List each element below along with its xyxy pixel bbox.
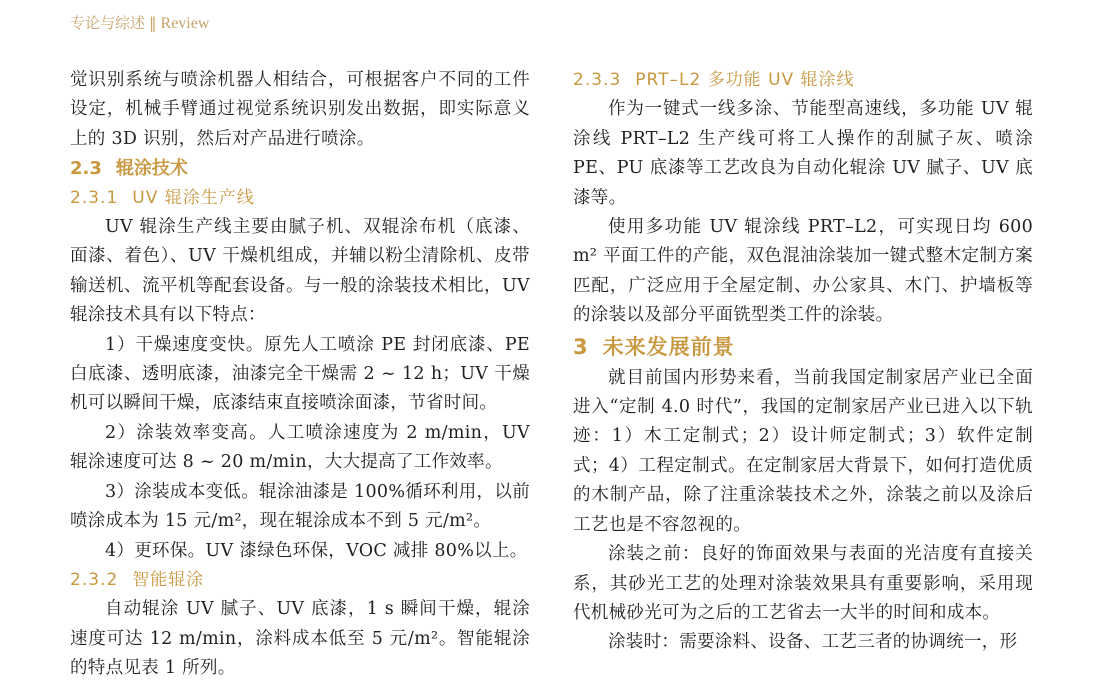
heading-title: 智能辊涂 bbox=[132, 569, 205, 590]
paragraph-item-2: 2）涂装效率变高。人工喷涂速度为 2 m/min，UV 辊涂速度可达 8 ~ 20 m/min，大大提高了工作效率。 bbox=[70, 422, 530, 473]
review-label: Review bbox=[160, 15, 210, 32]
left-column bbox=[70, 66, 530, 684]
paragraph-item-4: 4）更环保。UV 漆绿色环保，VOC 减排 80%以上。 bbox=[105, 540, 528, 561]
paragraph-during: 涂装时：需要涂料、设备、工艺三者的协调统一，形 bbox=[608, 632, 1018, 653]
heading-title: UV 辊涂生产线 bbox=[132, 187, 255, 208]
paragraph-before: 涂装之前：良好的饰面效果与表面的光洁度有直接关系，其砂光工艺的处理对涂装效果具有重要影响，采用现代机械砂光可为之后的工艺省去一大半的时间和成本。 bbox=[573, 544, 1033, 623]
heading-number: 3 bbox=[573, 334, 589, 359]
heading-2-3 bbox=[70, 154, 530, 183]
right-column bbox=[573, 66, 1033, 658]
paragraph-prt-1: 作为一键式一线多涂、节能型高速线，多功能 UV 辊涂线 PRT–L2 生产线可将工人操作的刮腻子灰、喷涂 PE、PU 底漆等工艺改良为自动化辊涂 UV 腻子、UV 底漆等。 bbox=[573, 99, 1033, 208]
running-head bbox=[70, 12, 209, 33]
separator: ‖ bbox=[149, 14, 157, 32]
section-label: 专论与综述 bbox=[70, 14, 146, 32]
paragraph-intro: 觉识别系统与喷涂机器人相结合，可根据客户不同的工件设定，机械手臂通过视觉系统识别发出数据，即实际意义上的 3D 识别，然后对产品进行喷涂。 bbox=[70, 70, 530, 149]
heading-2-3-1 bbox=[70, 184, 530, 213]
paragraph-item-1: 1）干燥速度变快。原先人工喷涂 PE 封闭底漆、PE 白底漆、透明底漆，油漆完全干燥需 2 ~ 12 h；UV 干燥机可以瞬间干燥，底漆结束直接喷涂面漆，节省时间。 bbox=[70, 334, 530, 414]
heading-number: 2.3.1 bbox=[70, 187, 119, 208]
heading-title: 辊涂技术 bbox=[115, 158, 188, 180]
heading-number: 2.3 bbox=[70, 158, 102, 180]
paragraph-item-3: 3）涂装成本变低。辊涂油漆是 100%循环利用，以前喷涂成本为 15 元/m²，现在辊涂成本不到 5 元/m²。 bbox=[70, 481, 530, 532]
heading-3 bbox=[573, 331, 1033, 364]
heading-2-3-2 bbox=[70, 566, 530, 595]
paragraph-prt-2: 使用多功能 UV 辊涂线 PRT–L2，可实现日均 600 m² 平面工件的产能，双色混油涂装加一键式整木定制方案匹配，广泛应用于全屋定制、办公家具、木门、护墙板等的涂装以及部分平面铣型类工件的涂装。 bbox=[573, 217, 1033, 326]
paragraph-uv-line: UV 辊涂生产线主要由腻子机、双辊涂布机（底漆、面漆、着色）、UV 干燥机组成，并辅以粉尘清除机、皮带输送机、流平机等配套设备。与一般的涂装技术相比，UV 辊涂技术具有以下特点： bbox=[70, 217, 530, 326]
heading-title: 未来发展前景 bbox=[602, 334, 735, 359]
heading-title: PRT–L2 多功能 UV 辊涂线 bbox=[635, 70, 855, 90]
heading-2-3-3 bbox=[573, 66, 1033, 95]
paragraph-smart: 自动辊涂 UV 腻子、UV 底漆，1 s 瞬间干燥，辊涂速度可达 12 m/min，涂料成本低至 5 元/m²。智能辊涂的特点见表 1 所列。 bbox=[70, 599, 530, 679]
heading-number: 2.3.2 bbox=[70, 569, 119, 590]
heading-number: 2.3.3 bbox=[573, 70, 622, 90]
paragraph-future: 就目前国内形势来看，当前我国定制家居产业已全面进入“定制 4.0 时代”，我国的定制家居产业已进入以下轨迹：1）木工定制式；2）设计师定制式；3）软件定制式；4）工程定制式。在定制家居大背景下，如何打造优质的木制产品，除了注重涂装技术之外，涂装之前以及涂后工艺也是不容忽视的。 bbox=[573, 367, 1033, 535]
